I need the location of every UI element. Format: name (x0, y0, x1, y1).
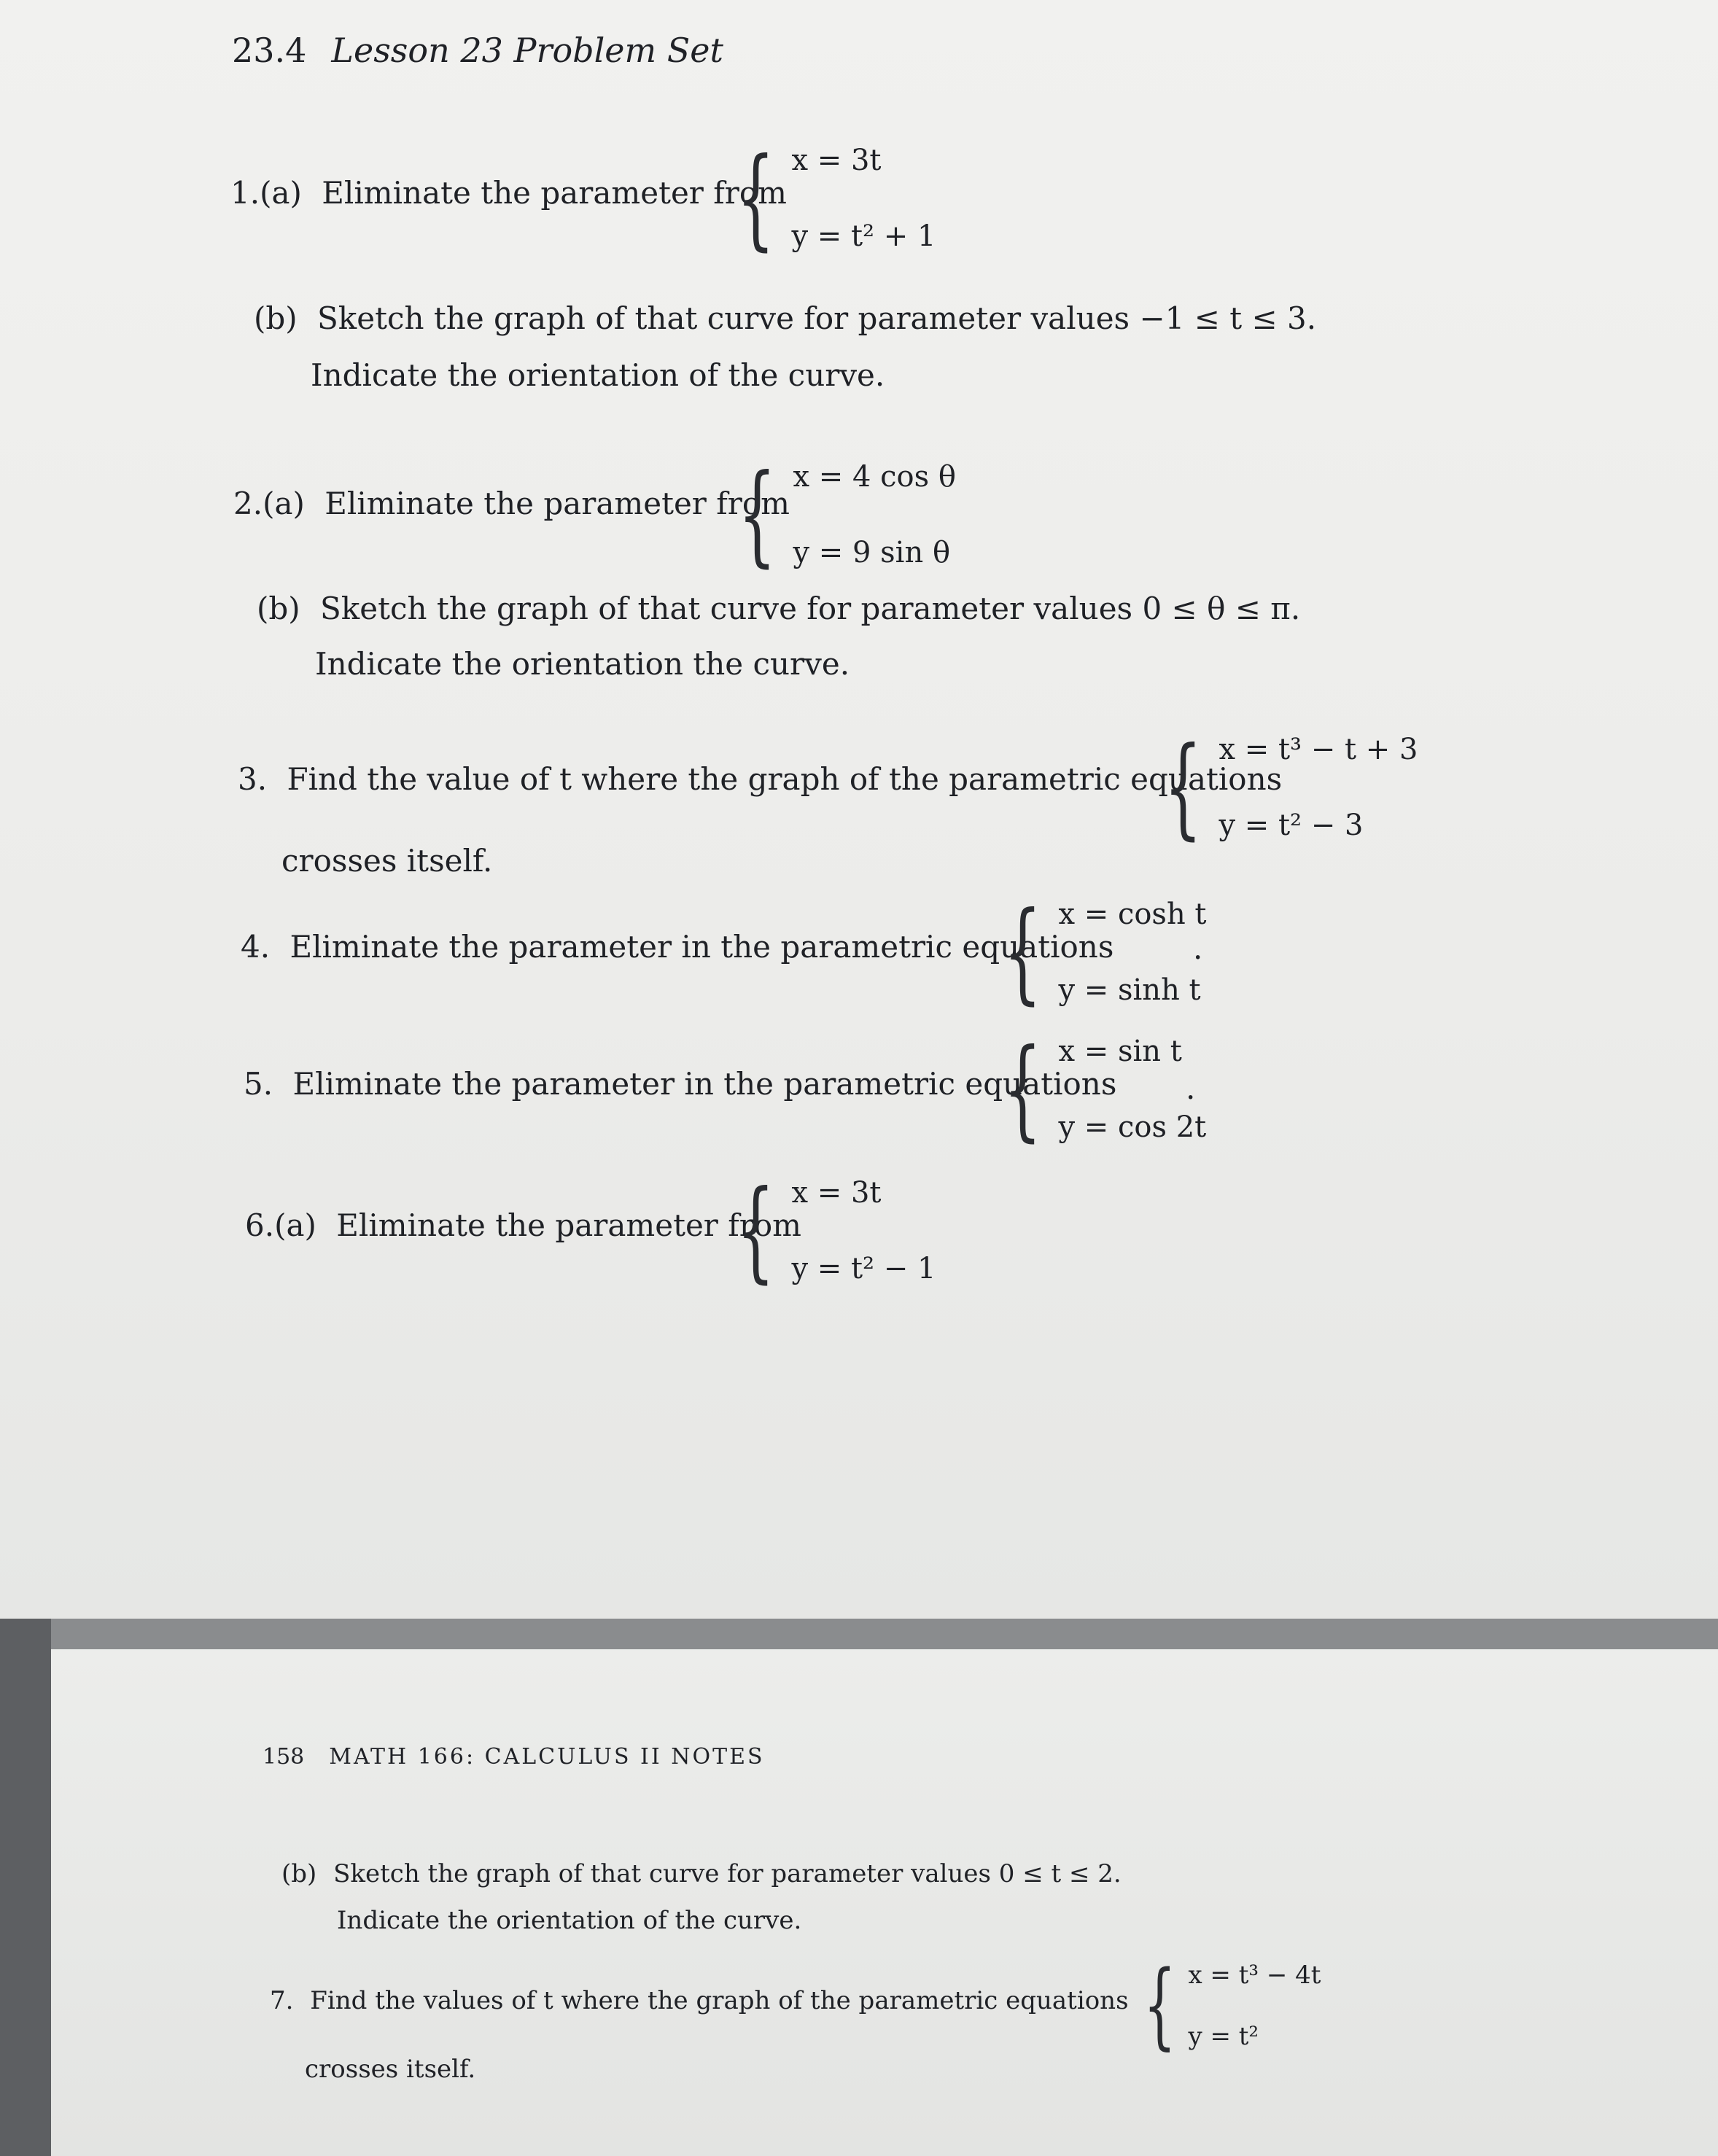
problem-label: 2.(a) (233, 486, 305, 521)
problem-label: 5. (244, 1066, 273, 1102)
equation-y: y = sinh t (1058, 973, 1201, 1007)
running-head (263, 1744, 765, 1770)
equation-system-1 (736, 133, 936, 264)
page-gap (0, 1619, 1718, 1649)
problem-3-tail: crosses itself. (281, 843, 493, 879)
brace-symbol: { (736, 1167, 775, 1294)
problem-1b-line2: Indicate the orientation of the curve. (311, 357, 885, 393)
problem-text: Find the values of t where the graph of the parametric equations (310, 1986, 1129, 2015)
problem-text: Eliminate the parameter from (322, 175, 787, 211)
equation-y: y = 9 sin θ (793, 536, 951, 569)
problem-label: 4. (241, 929, 271, 965)
problem-7 (270, 1986, 1129, 2015)
equation-x: x = t³ − t + 3 (1218, 733, 1418, 766)
equation-y: y = t² (1188, 2022, 1259, 2051)
problem-text: Find the value of t where the graph of the parametric equations (287, 761, 1283, 797)
section-heading (232, 31, 723, 70)
equation-y: y = t² − 1 (791, 1252, 936, 1285)
problem-label: (b) (281, 1859, 317, 1888)
problem-6b-line2: Indicate the orientation of the curve. (337, 1906, 802, 1935)
problem-text: Eliminate the parameter in the parametric equations (292, 1066, 1117, 1102)
problem-text: Eliminate the parameter from (324, 486, 790, 521)
problem-5 (244, 1066, 1116, 1102)
equation-x: x = 3t (791, 1176, 882, 1210)
brace-symbol: { (1164, 724, 1202, 851)
problem-4-period: . (1193, 930, 1203, 966)
equation-y: y = cos 2t (1058, 1110, 1207, 1144)
problem-label: 7. (270, 1986, 294, 2015)
equation-system-6 (736, 1165, 936, 1296)
page-sheet-2 (51, 1649, 1718, 2156)
equation-system-3 (1164, 722, 1418, 853)
problem-2b-line1: (b) Sketch the graph of that curve for parameter values 0 ≤ θ ≤ π. (257, 591, 1301, 626)
brace-symbol: { (738, 451, 777, 578)
problem-text: Eliminate the parameter in the parametric equations (289, 929, 1114, 965)
equation-system-2 (738, 449, 956, 580)
problem-2b-line2: Indicate the orientation the curve. (315, 646, 850, 682)
problem-4 (241, 929, 1113, 965)
brace-symbol: { (1003, 889, 1042, 1016)
problem-5-period: . (1186, 1070, 1196, 1106)
problem-label: (b) (254, 300, 298, 336)
section-title: Lesson 23 Problem Set (331, 31, 723, 70)
equation-system-7 (1143, 1951, 1321, 2060)
brace-symbol: { (736, 135, 775, 262)
problem-3 (238, 761, 1282, 797)
problem-label: 3. (238, 761, 268, 797)
problem-text: Eliminate the parameter from (336, 1207, 801, 1243)
problem-label: (b) (257, 591, 300, 626)
running-head-title: MATH 166: CALCULUS II NOTES (329, 1744, 765, 1770)
equation-x: x = cosh t (1058, 898, 1207, 931)
equation-x: x = 3t (791, 144, 882, 177)
problem-6a (245, 1207, 801, 1243)
problem-label: 6.(a) (245, 1207, 316, 1243)
equation-y: y = t² + 1 (791, 219, 936, 253)
equation-system-5 (1003, 1024, 1206, 1155)
page-edge-shadow (0, 1619, 51, 2156)
problem-7-tail: crosses itself. (305, 2055, 476, 2084)
problem-label: 1.(a) (230, 175, 302, 211)
problem-6b-line1: (b) Sketch the graph of that curve for parameter values 0 ≤ t ≤ 2. (281, 1859, 1122, 1888)
problem-1b-line1: (b) Sketch the graph of that curve for parameter values −1 ≤ t ≤ 3. (254, 300, 1317, 336)
equation-x: x = t³ − 4t (1188, 1961, 1321, 1990)
equation-x: x = sin t (1058, 1035, 1182, 1068)
equation-y: y = t² − 3 (1218, 809, 1364, 842)
section-number: 23.4 (232, 31, 307, 70)
equation-x: x = 4 cos θ (793, 460, 956, 494)
equation-system-4 (1003, 887, 1207, 1018)
brace-symbol: { (1003, 1026, 1042, 1153)
problem-2a (233, 486, 790, 521)
brace-symbol: { (1143, 1951, 1176, 2060)
page-number: 158 (263, 1744, 305, 1770)
problem-1a (230, 175, 787, 211)
